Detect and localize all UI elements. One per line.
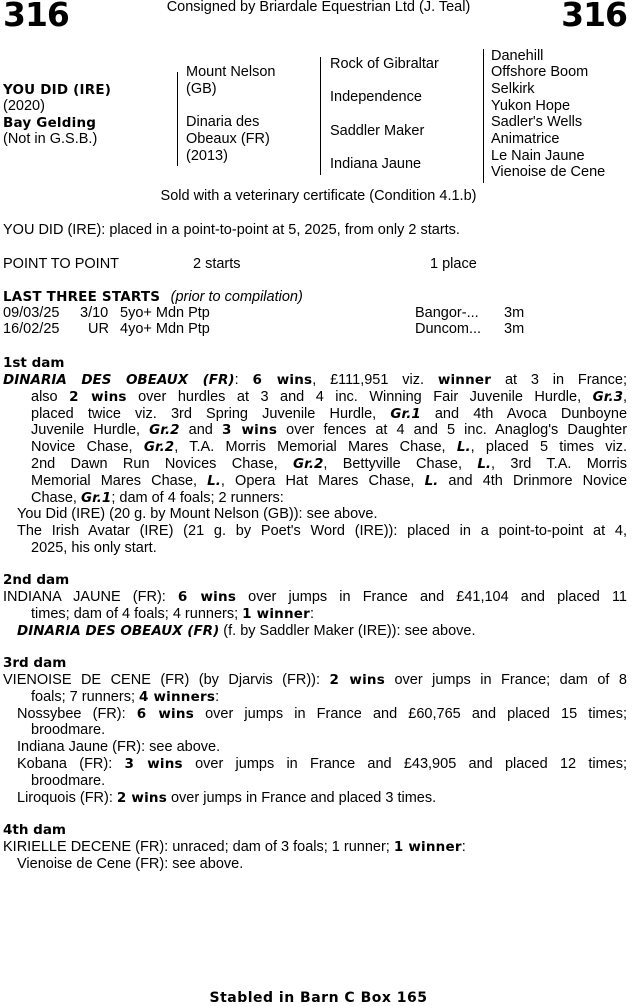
start-position: 3/10: [80, 305, 109, 321]
start-race: 5yo+ Mdn Ptp: [120, 305, 210, 321]
text-line: INDIANA JAUNE (FR): 6 wins over jumps in France and £41,104 and placed 11: [3, 589, 627, 605]
pedigree-grandparent: Indiana Jaune: [330, 156, 422, 172]
last-three-heading: LAST THREE STARTS: [3, 289, 161, 305]
lot-number-right: 316: [561, 0, 627, 34]
pedigree-great-grandparent: Selkirk: [491, 81, 535, 97]
pedigree-great-grandparent: Offshore Boom: [491, 64, 589, 80]
pedigree-divider-3: [483, 49, 484, 183]
start-date: 16/02/25: [3, 321, 60, 337]
text-line: DINARIA DES OBEAUX (FR): 6 wins, £111,951 viz. winner at 3 in France;: [3, 372, 627, 388]
pedigree-grandparent: Rock of Gibraltar: [330, 56, 439, 72]
consignor-line: Consigned by Briardale Equestrian Ltd (J. Teal): [166, 0, 471, 15]
pedigree-great-grandparent: Yukon Hope: [491, 98, 571, 114]
progeny-line: Vienoise de Cene (FR): see above.: [17, 855, 244, 872]
text-line: Memorial Mares Chase, L., Opera Hat Mares Chase, L. and 4th Drinmore Novice: [31, 472, 628, 489]
progeny-line: broodmare.: [31, 722, 106, 739]
progeny-line: broodmare.: [31, 772, 106, 789]
text-line: placed twice viz. 3rd Spring Juvenile Hurdle, Gr.1 and 4th Avoca Dunboyne: [31, 405, 628, 422]
horse-year: (2020): [3, 98, 45, 114]
pedigree-grandparent: Independence: [330, 89, 422, 105]
pedigree-great-grandparent: Sadler's Wells: [491, 114, 583, 130]
second-dam-heading: 2nd dam: [3, 572, 70, 588]
gsb-note: (Not in G.S.B.): [3, 131, 98, 147]
pedigree-great-grandparent: Animatrice: [491, 131, 560, 147]
start-distance: 3m: [504, 321, 525, 337]
progeny-line: Kobana (FR): 3 wins over jumps in France and £43,905 and placed 12 times;: [17, 755, 627, 772]
pedigree-dam-line-2: Obeaux (FR): [186, 131, 270, 147]
progeny-line: DINARIA DES OBEAUX (FR) (f. by Saddler Maker (IRE)): see above.: [17, 622, 476, 639]
third-dam-heading: 3rd dam: [3, 655, 67, 671]
second-dam-text: [3, 589, 627, 639]
progeny-line: 2025, his only start.: [31, 539, 157, 556]
first-dam-heading: 1st dam: [3, 355, 65, 371]
record-places: 1 place: [430, 256, 477, 272]
start-distance: 3m: [504, 305, 525, 321]
horse-description: Bay Gelding: [3, 115, 97, 131]
progeny-line: The Irish Avatar (IRE) (21 g. by Poet's Word (IRE)): placed in a point-to-point at 4,: [17, 523, 627, 540]
text-line: also 2 wins over hurdles at 3 and 4 inc. Winning Fair Juvenile Hurdle, Gr.3,: [31, 388, 627, 405]
last-three-header: [3, 288, 303, 306]
fourth-dam-text: [3, 839, 627, 873]
stabling-footer: Stabled in Barn C Box 165: [209, 990, 428, 1006]
text-line: Chase, Gr.1; dam of 4 foals; 2 runners:: [31, 489, 284, 506]
text-line: Novice Chase, Gr.2, T.A. Morris Memorial Mares Chase, L., placed 5 times viz.: [31, 439, 627, 456]
pedigree-sire-line-2: (GB): [186, 81, 217, 97]
pedigree-great-grandparent: Vienoise de Cene: [491, 164, 606, 180]
start-date: 09/03/25: [3, 305, 60, 321]
last-three-note: (prior to compilation): [170, 289, 303, 305]
first-dam-text: [3, 372, 627, 557]
vet-certificate-note: Sold with a veterinary certificate (Condition 4.1.b): [160, 188, 477, 204]
fourth-dam-heading: 4th dam: [3, 822, 66, 838]
text-line: times; dam of 4 foals; 4 runners; 1 winner:: [31, 605, 315, 622]
pedigree-great-grandparent: Le Nain Jaune: [491, 148, 585, 164]
text-line: foals; 7 runners; 4 winners:: [31, 688, 220, 705]
progeny-line: You Did (IRE) (20 g. by Mount Nelson (GB)): see above.: [17, 506, 378, 523]
race-summary: YOU DID (IRE): placed in a point-to-point at 5, 2025, from only 2 starts.: [3, 222, 460, 238]
horse-name: YOU DID (IRE): [3, 82, 112, 98]
record-starts: 2 starts: [193, 256, 241, 272]
start-course: Duncom...: [415, 321, 482, 337]
third-dam-text: [3, 672, 627, 806]
text-line: Juvenile Hurdle, Gr.2 and 3 wins over fences at 4 and 5 inc. Anaglog's Daughter: [31, 422, 628, 439]
progeny-line: Nossybee (FR): 6 wins over jumps in France and £60,765 and placed 15 times;: [17, 705, 627, 722]
start-position: UR: [88, 321, 109, 337]
pedigree-sire-line-1: Mount Nelson: [186, 64, 276, 80]
progeny-line: Liroquois (FR): 2 wins over jumps in France and placed 3 times.: [17, 789, 437, 806]
pedigree-grandparent: Saddler Maker: [330, 123, 425, 139]
start-race: 4yo+ Mdn Ptp: [120, 321, 210, 337]
pedigree-great-grandparent: Danehill: [491, 48, 544, 64]
text-line: VIENOISE DE CENE (FR) (by Djarvis (FR)): 2 wins over jumps in France; dam of 8: [3, 672, 627, 688]
start-course: Bangor-...: [415, 305, 479, 321]
text-line: 2nd Dawn Run Novices Chase, Gr.2, Bettyville Chase, L., 3rd T.A. Morris: [31, 455, 627, 472]
pedigree-divider-2: [320, 57, 321, 175]
record-label: POINT TO POINT: [3, 256, 120, 272]
text-line: KIRIELLE DECENE (FR): unraced; dam of 3 foals; 1 runner; 1 winner:: [3, 839, 466, 855]
pedigree-divider-1: [177, 72, 178, 166]
progeny-line: Indiana Jaune (FR): see above.: [17, 739, 221, 756]
pedigree-dam-line-1: Dinaria des: [186, 114, 260, 130]
lot-number-left: 316: [3, 0, 69, 34]
pedigree-dam-line-3: (2013): [186, 148, 228, 164]
